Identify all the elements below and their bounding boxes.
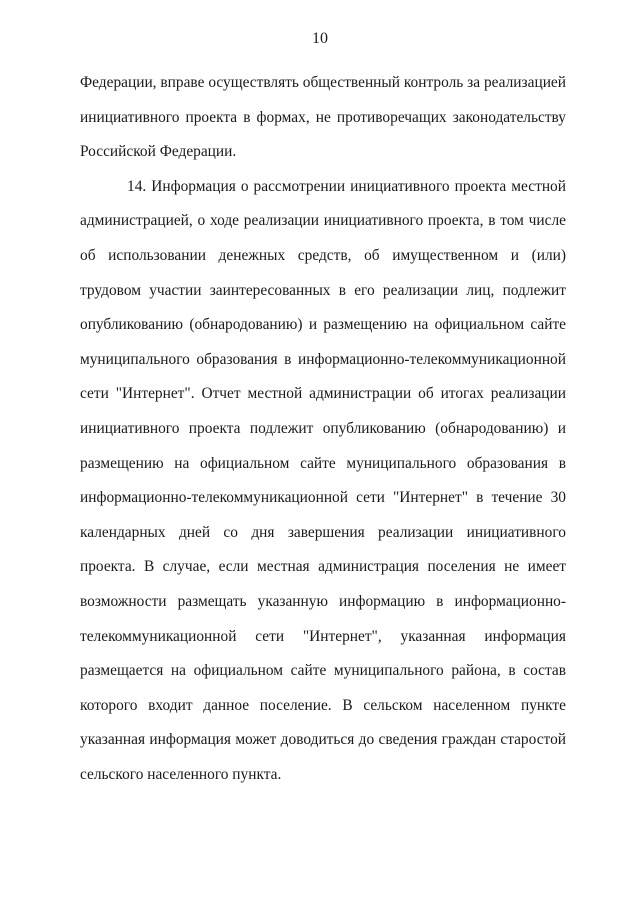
page-number: 10: [312, 30, 328, 47]
paragraph-continuation: Федерации, вправе осуществлять общественный контроль за реализацией инициативного проекта в формах, не противоречащих законодательству Российской Федерации.: [80, 74, 566, 161]
paragraph-item-14: 14. Информация о рассмотрении инициативного проекта местной администрацией, о ходе реализации инициативного проекта, в том числе об использовании денежных средств, об имущественном и (или) трудовом участии заинтересованных в его реализации лиц, подлежит опубликованию (обнародованию) и размещению на официальном сайте муниципального образования в информационно-телекоммуникационной сети "Интернет". Отчет местной администрации об итогах реализации инициативного проекта подлежит опубликованию (обнародованию) и размещению на официальном сайте муниципального образования в информационно-телекоммуникационной сети "Интернет" в течение 30 календарных дней со дня завершения реализации инициативного проекта. В случае, если местная администрация поселения не имеет возможности размещать указанную информацию в информационно-телекоммуникационной сети "Интернет", указанная информация размещается на официальном сайте муниципального района, в состав которого входит данное поселение. В сельском населенном пункте указанная информация может доводиться до сведения граждан старостой сельского населенного пункта.: [80, 177, 566, 783]
document-body: [80, 66, 566, 792]
